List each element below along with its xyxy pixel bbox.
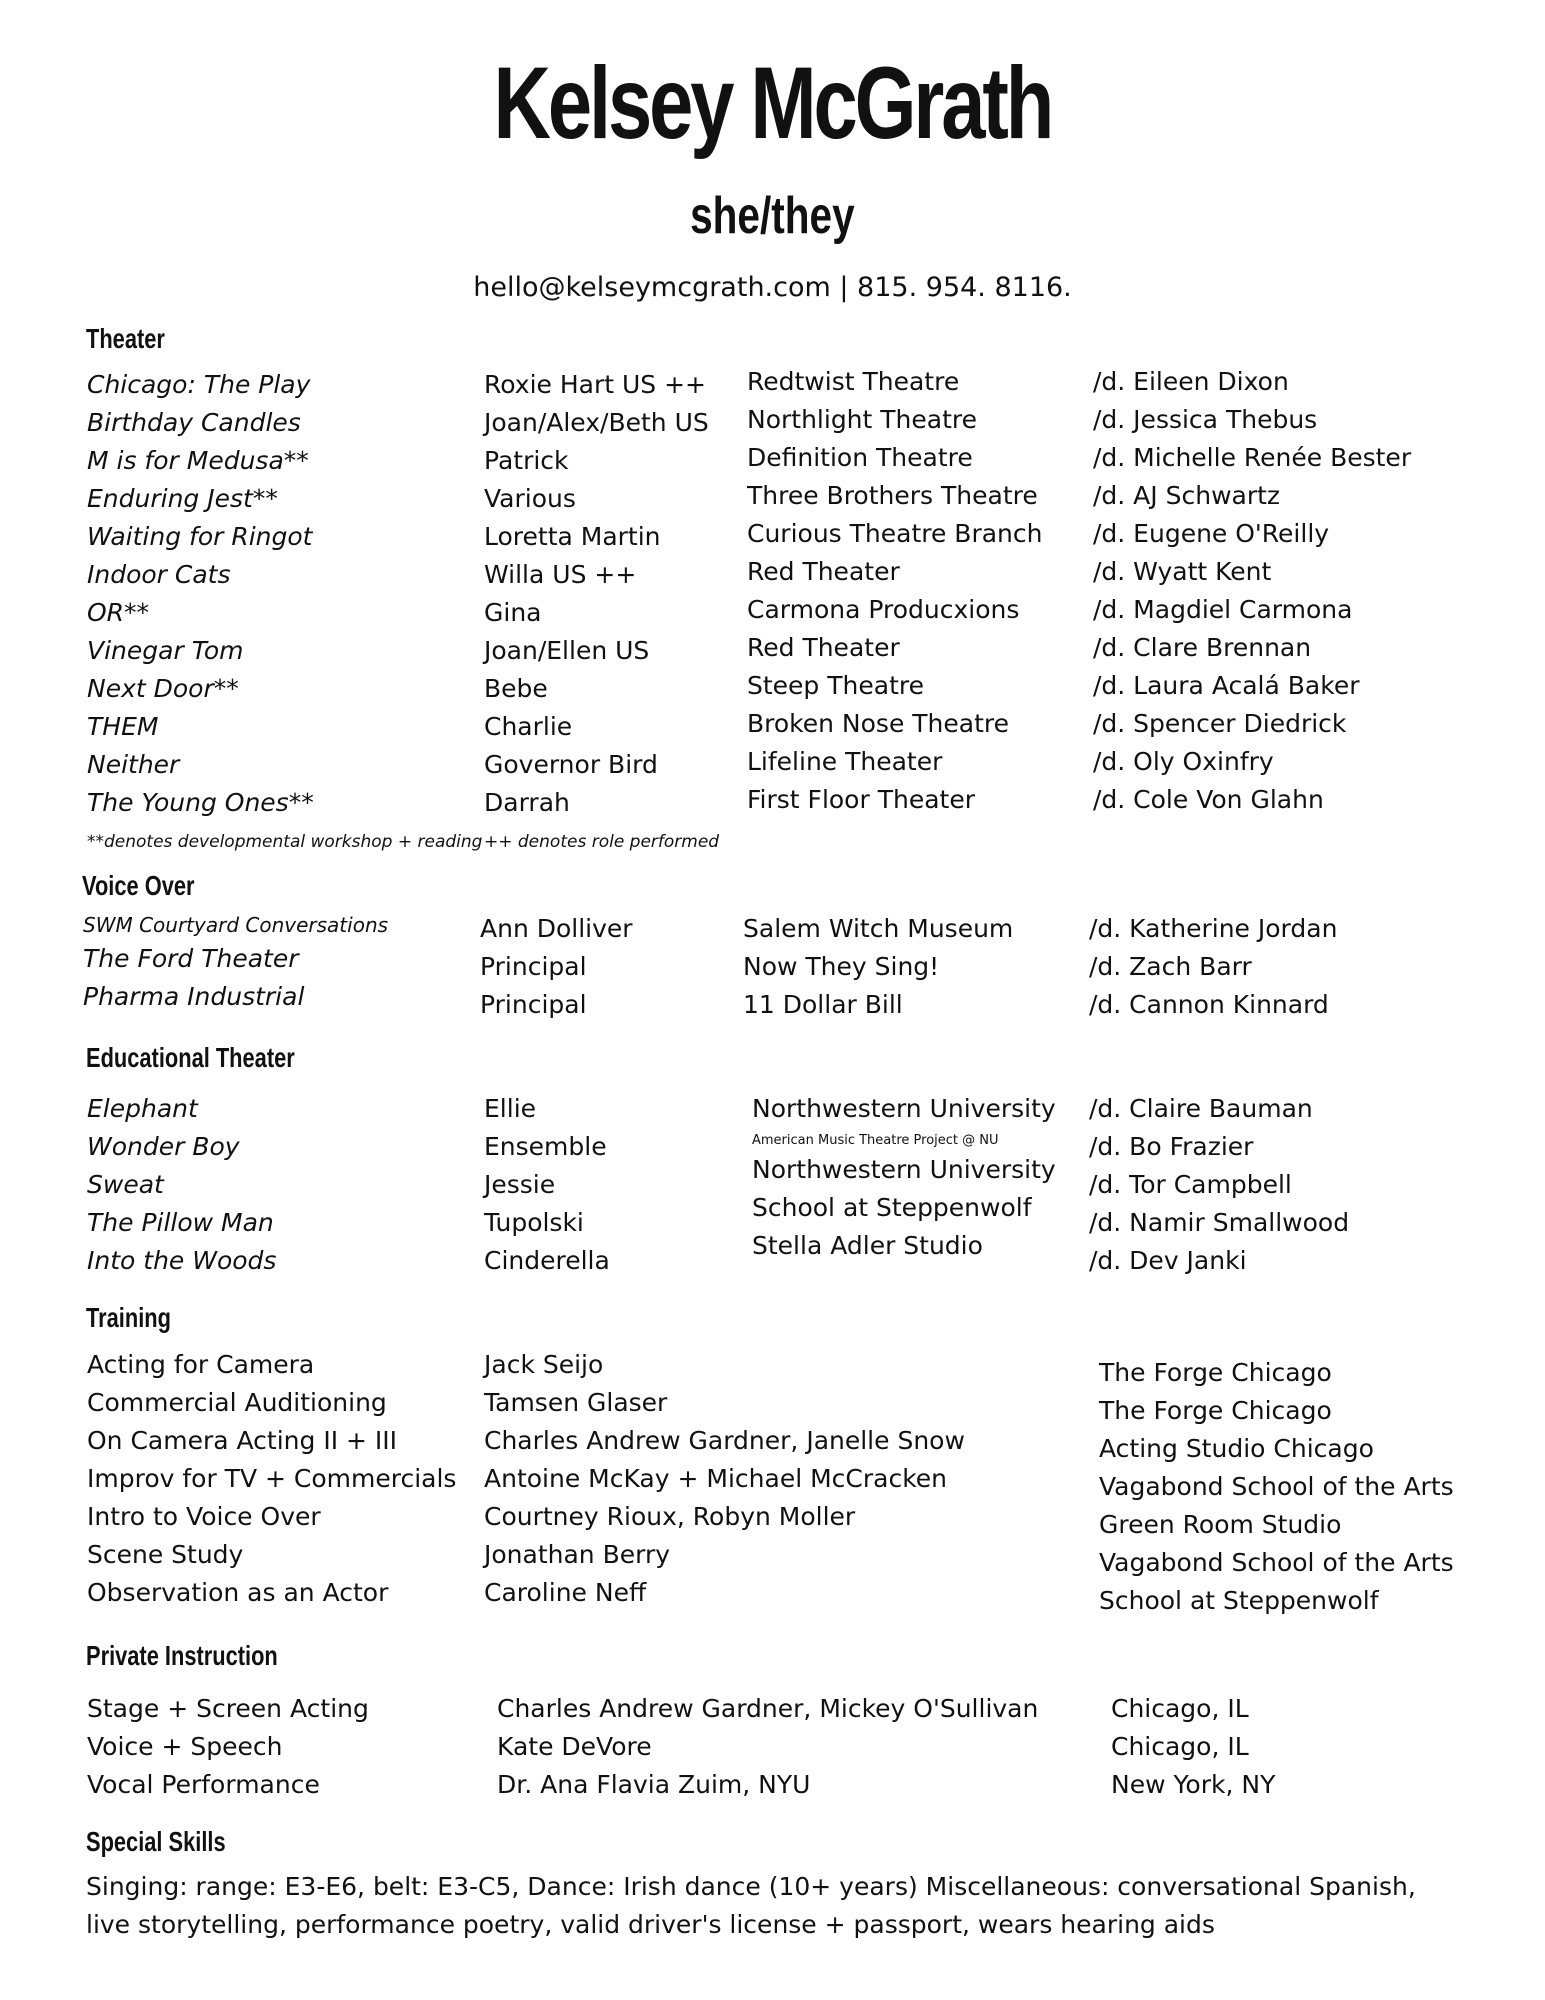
theater-role: Darrah [484, 788, 570, 817]
training-course: Commercial Auditioning [87, 1388, 387, 1417]
theater-show: OR** [87, 598, 150, 627]
theater-director: /d. Oly Oxinfry [1093, 747, 1274, 776]
educational-show: Sweat [87, 1170, 164, 1199]
educational-show: The Pillow Man [87, 1208, 274, 1237]
voice-over-roles-column [480, 910, 633, 1024]
educational-role: Ellie [484, 1094, 537, 1123]
theater-company: Broken Nose Theatre [747, 709, 1010, 738]
educational-role: Jessie [484, 1170, 556, 1199]
educational-show: Elephant [87, 1094, 198, 1123]
educational-director: /d. Tor Campbell [1089, 1170, 1292, 1199]
private-subjects-column [87, 1690, 369, 1804]
voice-over-company: Salem Witch Museum [743, 914, 1014, 943]
training-teacher: Tamsen Glaser [484, 1388, 668, 1417]
educational-directors-column [1089, 1090, 1349, 1280]
theater-shows-column [87, 366, 314, 822]
private-teacher: Dr. Ana Flavia Zuim, NYU [497, 1770, 811, 1799]
theater-role: Bebe [484, 674, 548, 703]
theater-show: Waiting for Ringot [87, 522, 313, 551]
private-teacher: Kate DeVore [497, 1732, 652, 1761]
training-teacher: Courtney Rioux, Robyn Moller [484, 1502, 856, 1531]
educational-role: Cinderella [484, 1246, 610, 1275]
educational-company: Stella Adler Studio [752, 1231, 983, 1260]
theater-company: Carmona Producxions [747, 595, 1020, 624]
voice-over-director: /d. Cannon Kinnard [1089, 990, 1329, 1019]
training-school: Acting Studio Chicago [1099, 1434, 1374, 1463]
theater-director: /d. Wyatt Kent [1093, 557, 1272, 586]
theater-role: Willa US ++ [484, 560, 637, 589]
training-school: Vagabond School of the Arts [1099, 1548, 1454, 1577]
voice-over-directors-column [1089, 910, 1337, 1024]
theater-company: Lifeline Theater [747, 747, 943, 776]
private-teacher: Charles Andrew Gardner, Mickey O'Sullivan [497, 1694, 1039, 1723]
private-location: Chicago, IL [1111, 1732, 1249, 1761]
theater-show: Neither [87, 750, 180, 779]
training-school: School at Steppenwolf [1099, 1586, 1379, 1615]
training-heading: Training [86, 1302, 171, 1333]
contact-info: hello@kelseymcgrath.com | 815. 954. 8116. [473, 272, 1072, 303]
training-course: Improv for TV + Commercials [87, 1464, 457, 1493]
educational-director: /d. Dev Janki [1089, 1246, 1247, 1275]
theater-companies-column [747, 363, 1043, 819]
voice-over-director: /d. Katherine Jordan [1089, 914, 1338, 943]
educational-company: Northwestern University [752, 1155, 1056, 1184]
theater-show: Birthday Candles [87, 408, 301, 437]
theater-director: /d. Jessica Thebus [1093, 405, 1318, 434]
theater-role: Gina [484, 598, 542, 627]
educational-heading: Educational Theater [86, 1042, 295, 1073]
resume-name: Kelsey McGrath [493, 46, 1052, 160]
educational-role: Tupolski [484, 1208, 584, 1237]
skills-heading: Special Skills [86, 1826, 226, 1857]
theater-director: /d. Eileen Dixon [1093, 367, 1289, 396]
voice-over-project: SWM Courtyard Conversations [83, 913, 389, 937]
educational-show: Wonder Boy [87, 1132, 240, 1161]
voice-over-director: /d. Zach Barr [1089, 952, 1252, 981]
theater-director: /d. AJ Schwartz [1093, 481, 1281, 510]
training-course: Scene Study [87, 1540, 244, 1569]
theater-role: Joan/Ellen US [484, 636, 650, 665]
training-teacher: Antoine McKay + Michael McCracken [484, 1464, 948, 1493]
theater-directors-column [1093, 363, 1411, 819]
theater-roles-column [484, 366, 709, 822]
theater-show: Enduring Jest** [87, 484, 278, 513]
private-heading: Private Instruction [86, 1640, 278, 1671]
training-schools-column [1099, 1354, 1454, 1620]
voice-over-companies-column [743, 910, 1013, 1024]
theater-role: Charlie [484, 712, 573, 741]
theater-director: /d. Cole Von Glahn [1093, 785, 1324, 814]
voice-over-role: Principal [480, 952, 587, 981]
theater-role: Governor Bird [484, 750, 658, 779]
theater-company: Northlight Theatre [747, 405, 978, 434]
educational-roles-column [484, 1090, 610, 1280]
educational-director: /d. Claire Bauman [1089, 1094, 1313, 1123]
theater-company: Curious Theatre Branch [747, 519, 1043, 548]
theater-director: /d. Clare Brennan [1093, 633, 1312, 662]
theater-heading: Theater [86, 323, 165, 354]
training-course: Acting for Camera [87, 1350, 315, 1379]
theater-show: Chicago: The Play [87, 370, 311, 399]
private-subject: Stage + Screen Acting [87, 1694, 369, 1723]
skills-text: Singing: range: E3-E6, belt: E3-C5, Dance: Irish dance (10+ years) Miscellaneous: conversational Spanish, live storytelling, performance poetry, valid driver's license + passport, wears hearing aids [86, 1872, 1416, 1939]
theater-role: Roxie Hart US ++ [484, 370, 706, 399]
voice-over-role: Ann Dolliver [480, 914, 633, 943]
private-location: Chicago, IL [1111, 1694, 1249, 1723]
theater-director: /d. Magdiel Carmona [1093, 595, 1353, 624]
training-courses-column [87, 1346, 456, 1612]
training-teacher: Caroline Neff [484, 1578, 647, 1607]
theater-company: Steep Theatre [747, 671, 924, 700]
training-school: Vagabond School of the Arts [1099, 1472, 1454, 1501]
role-performed-note: ++ denotes role performed [484, 832, 720, 852]
voice-over-company: 11 Dollar Bill [743, 990, 903, 1019]
training-school: The Forge Chicago [1099, 1396, 1332, 1425]
voice-over-role: Principal [480, 990, 587, 1019]
theater-show: Next Door** [87, 674, 239, 703]
educational-show: Into the Woods [87, 1246, 277, 1275]
training-teacher: Jack Seijo [484, 1350, 604, 1379]
training-teachers-column [484, 1346, 965, 1612]
voice-over-projects-column [83, 910, 388, 1016]
private-teachers-column [497, 1690, 1038, 1804]
voice-over-project: The Ford Theater [83, 944, 299, 973]
theater-company: Red Theater [747, 557, 900, 586]
theater-director: /d. Michelle Renée Bester [1093, 443, 1412, 472]
developmental-note: **denotes developmental workshop + reading [87, 832, 483, 852]
theater-show: Indoor Cats [87, 560, 231, 589]
training-school: The Forge Chicago [1099, 1358, 1332, 1387]
training-teacher: Jonathan Berry [484, 1540, 671, 1569]
educational-director: /d. Bo Frazier [1089, 1132, 1254, 1161]
theater-show: The Young Ones** [87, 788, 314, 817]
theater-role: Joan/Alex/Beth US [484, 408, 709, 437]
educational-companies-column [752, 1090, 1056, 1265]
educational-director: /d. Namir Smallwood [1089, 1208, 1350, 1237]
voice-over-project: Pharma Industrial [83, 982, 305, 1011]
theater-show: THEM [87, 712, 159, 741]
theater-company: Definition Theatre [747, 443, 973, 472]
theater-director: /d. Eugene O'Reilly [1093, 519, 1330, 548]
training-school: Green Room Studio [1099, 1510, 1342, 1539]
theater-company: Redtwist Theatre [747, 367, 960, 396]
theater-director: /d. Laura Acalá Baker [1093, 671, 1360, 700]
educational-company: School at Steppenwolf [752, 1193, 1032, 1222]
theater-director: /d. Spencer Diedrick [1093, 709, 1347, 738]
voice-over-company: Now They Sing! [743, 952, 940, 981]
theater-company: First Floor Theater [747, 785, 975, 814]
pronouns: she/they [690, 187, 855, 245]
theater-role: Patrick [484, 446, 569, 475]
training-course: Intro to Voice Over [87, 1502, 321, 1531]
theater-company: Three Brothers Theatre [747, 481, 1038, 510]
voice-over-heading: Voice Over [82, 870, 195, 901]
theater-company: Red Theater [747, 633, 900, 662]
educational-shows-column [87, 1090, 276, 1280]
private-locations-column [1111, 1690, 1275, 1804]
private-subject: Voice + Speech [87, 1732, 283, 1761]
educational-company: Northwestern University [752, 1094, 1056, 1123]
theater-role: Various [484, 484, 576, 513]
training-teacher: Charles Andrew Gardner, Janelle Snow [484, 1426, 965, 1455]
private-location: New York, NY [1111, 1770, 1276, 1799]
training-course: On Camera Acting II + III [87, 1426, 398, 1455]
theater-show: M is for Medusa** [87, 446, 309, 475]
theater-role: Loretta Martin [484, 522, 661, 551]
training-course: Observation as an Actor [87, 1578, 389, 1607]
theater-show: Vinegar Tom [87, 636, 244, 665]
private-subject: Vocal Performance [87, 1770, 320, 1799]
educational-company-subtitle: American Music Theatre Project @ NU [752, 1133, 999, 1148]
educational-role: Ensemble [484, 1132, 607, 1161]
